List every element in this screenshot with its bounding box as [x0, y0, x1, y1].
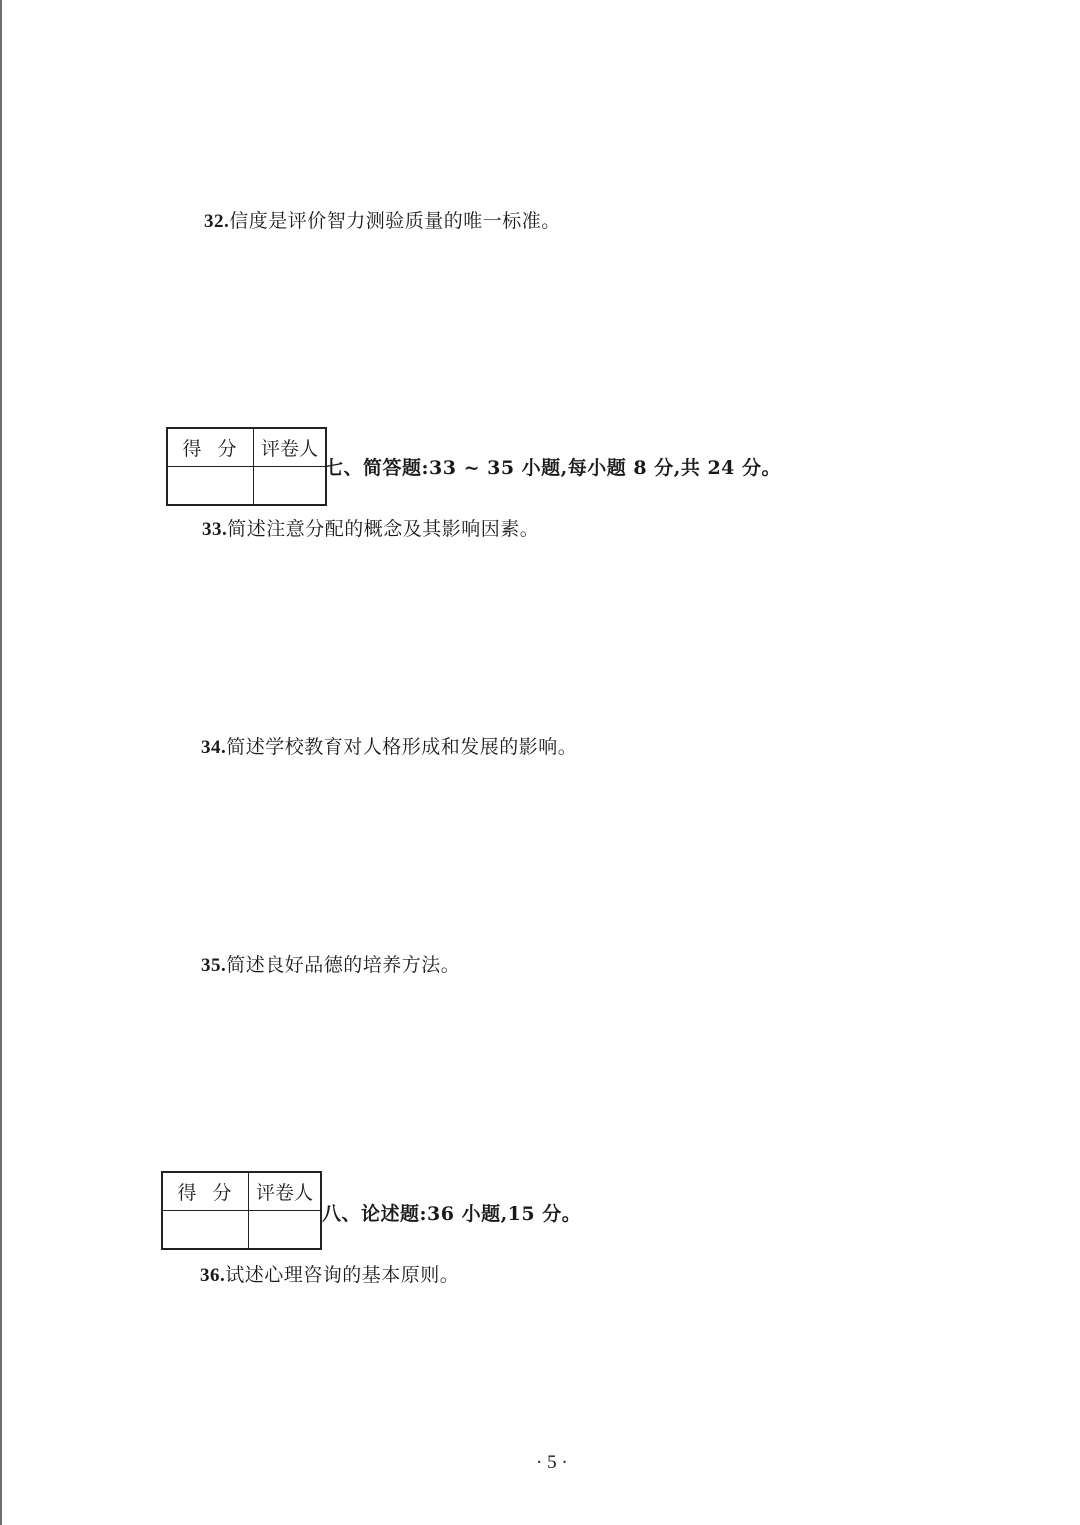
- question-number: 34.: [201, 737, 227, 758]
- section-heading-8: 八、论述题:36 小题,15 分。: [322, 1203, 582, 1225]
- question-text: 简述注意分配的概念及其影响因素。: [227, 518, 540, 540]
- grader-label: 评卷人: [254, 428, 327, 467]
- score-box-section-8: [161, 1171, 322, 1250]
- question-text: 简述良好品德的培养方法。: [226, 954, 461, 976]
- score-cell: [167, 467, 254, 506]
- question-text: 简述学校教育对人格形成和发展的影响。: [226, 736, 578, 758]
- grader-cell: [249, 1211, 322, 1250]
- question-text: 试述心理咨询的基本原则。: [225, 1264, 460, 1286]
- question-36: [200, 1263, 459, 1288]
- question-34: [201, 735, 577, 760]
- score-label: 得分: [162, 1172, 249, 1211]
- score-cell: [162, 1211, 249, 1250]
- page-number: · 5 ·: [536, 1452, 568, 1473]
- question-number: 35.: [201, 955, 227, 976]
- grader-label: 评卷人: [249, 1172, 322, 1211]
- page-edge: [0, 0, 2, 1525]
- question-32: [204, 209, 561, 234]
- score-label: 得分: [167, 428, 254, 467]
- question-number: 33.: [202, 519, 228, 540]
- grader-cell: [254, 467, 327, 506]
- section-heading-7: 七、简答题:33 ~ 35 小题,每小题 8 分,共 24 分。: [324, 457, 782, 479]
- question-number: 36.: [200, 1265, 226, 1286]
- score-box-section-7: [166, 427, 327, 506]
- question-number: 32.: [204, 211, 230, 232]
- question-35: [201, 953, 460, 978]
- question-text: 信度是评价智力测验质量的唯一标准。: [229, 210, 561, 232]
- question-33: [202, 517, 539, 542]
